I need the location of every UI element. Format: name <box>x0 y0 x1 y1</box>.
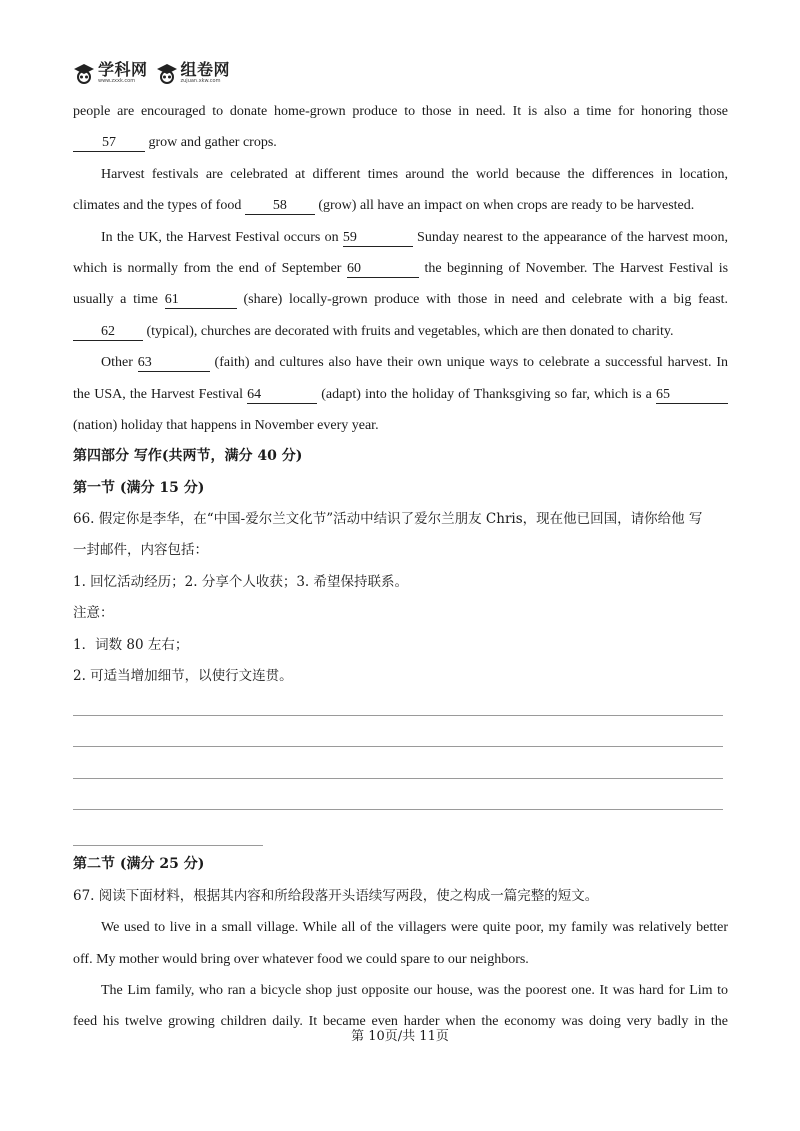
logo-url-right: zujuan.xkw.com <box>180 78 221 84</box>
logo-url-left: www.zxxk.com <box>98 78 136 84</box>
story-line: We used to live in a small village. While all of the villagers were quite poor, my family was relatively better <box>101 920 728 936</box>
writing-line[interactable] <box>73 692 728 723</box>
question-66-line: 66. 假定你是李华，在“中国-爱尔兰文化节”活动中结识了爱尔兰朋友 Chris，现在他已回国，请你给他 写 <box>73 511 703 528</box>
passage-line: In the UK, the Harvest Festival occurs on 59 Sunday nearest to the appearance of the harvest moon, <box>101 229 729 245</box>
blank-64[interactable]: 64 <box>247 387 317 404</box>
question-66-line: 一封邮件，内容包括： <box>73 542 208 559</box>
section2-title: 第二节 (满分 25 分) <box>73 856 205 873</box>
note-item: 1．词数 80 左右； <box>73 636 189 653</box>
section1-title: 第一节 (满分 15 分) <box>73 479 205 496</box>
story-line: The Lim family, who ran a bicycle shop just opposite our house, was the poorest one. It was hard for Lim to <box>101 982 728 998</box>
story-line: off. My mother would bring over whatever food we could spare to our neighbors. <box>73 951 529 967</box>
blank-57[interactable]: 57 <box>73 135 145 152</box>
passage-line: the USA, the Harvest Festival 64 (adapt) into the holiday of Thanksgiving so far, which is a 65 <box>73 379 728 410</box>
blank-60[interactable]: 60 <box>347 261 419 278</box>
blank-65[interactable]: 65 <box>656 387 728 404</box>
passage-line: usually a time 61 (share) locally-grown produce with those in need and celebrate with a big feast. <box>73 292 729 308</box>
zujuan-logo <box>156 62 231 84</box>
graduate-cap-icon <box>156 62 178 84</box>
passage-line: Harvest festivals are celebrated at different times around the world because the differences in location, <box>101 166 728 182</box>
passage-line: which is normally from the end of September 60 the beginning of November. The Harvest Festival is <box>73 260 729 276</box>
page-number: 第 10页/共 11页 <box>351 1029 449 1044</box>
part4-title: 第四部分 写作(共两节，满分 40 分) <box>73 448 303 465</box>
blank-58[interactable]: 58 <box>245 198 315 215</box>
passage-line: climates and the types of food 58 (grow) all have an impact on when crops are ready to be harvested. <box>73 198 695 214</box>
note-title: 注意： <box>73 605 114 622</box>
passage-line: 62 (typical), churches are decorated with fruits and vegetables, which are then donated to charity. <box>73 316 728 347</box>
writing-line[interactable] <box>73 787 728 818</box>
question-67: 67. 阅读下面材料，根据其内容和所给段落开头语续写两段，使之构成一篇完整的短文。 <box>73 887 599 904</box>
site-logo <box>73 60 230 86</box>
writing-line[interactable] <box>73 724 728 755</box>
writing-line-short[interactable] <box>73 818 728 849</box>
xkw-logo <box>73 62 148 84</box>
passage-line: people are encouraged to donate home-grown produce to those in need. It is also a time for honoring those <box>73 104 728 119</box>
page-content <box>73 96 728 1038</box>
passage-line: (nation) holiday that happens in November every year. <box>73 417 379 433</box>
blank-62[interactable]: 62 <box>73 324 143 341</box>
blank-59[interactable]: 59 <box>343 230 413 247</box>
note-item: 2. 可适当增加细节，以使行文连贯。 <box>73 668 293 685</box>
blank-63[interactable]: 63 <box>138 355 210 372</box>
passage-line: 57 grow and gather crops. <box>73 127 728 158</box>
question-66-points: 1. 回忆活动经历；2. 分享个人收获；3. 希望保持联系。 <box>73 573 409 590</box>
graduate-cap-icon <box>73 62 95 84</box>
writing-line[interactable] <box>73 755 728 786</box>
story-line: feed his twelve growing children daily. It became even harder when the economy was doing very badly in the <box>73 1014 728 1030</box>
blank-61[interactable]: 61 <box>165 292 237 309</box>
passage-line: Other 63 (faith) and cultures also have their own unique ways to celebrate a successful harvest. In <box>101 355 729 371</box>
logo-name-right: 组卷网 <box>180 60 231 79</box>
logo-name-left: 学科网 <box>98 60 148 79</box>
